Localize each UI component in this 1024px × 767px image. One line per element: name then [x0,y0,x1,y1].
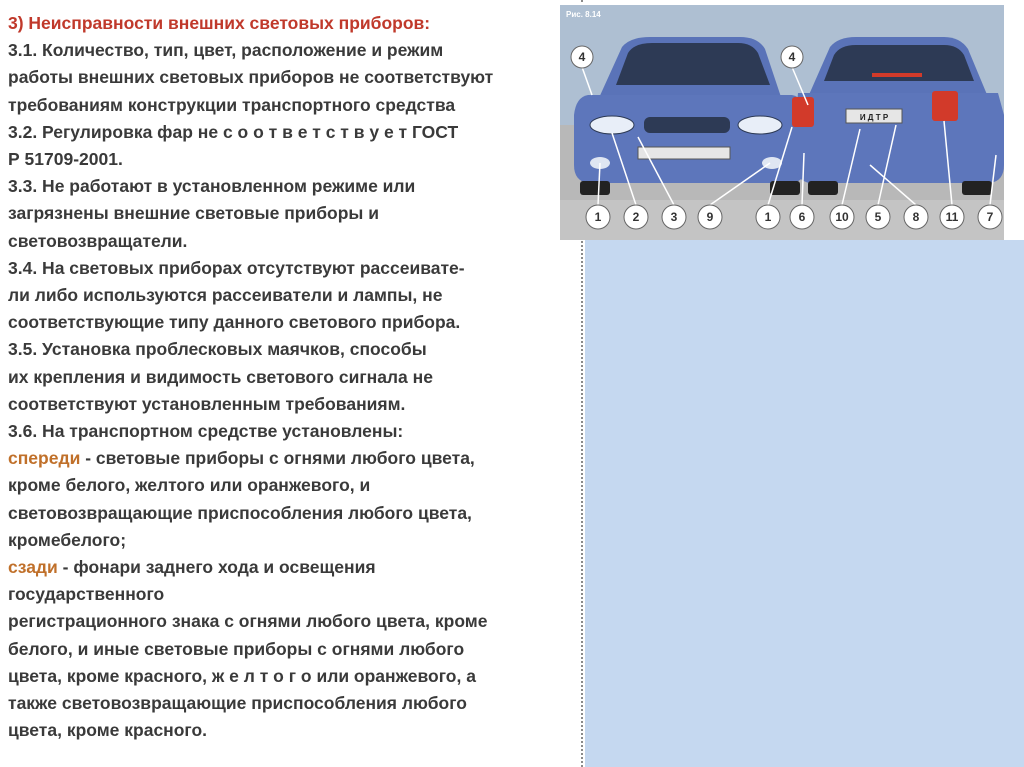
text-line: государственного [8,584,165,605]
rear-lamp-right [932,91,958,121]
front-car-body [574,95,806,183]
text-line: кромебелого; [8,529,127,550]
callout-5 [866,205,890,229]
text-line: 3.2. Регулировка фар не с о о т в е т с т в у е т ГОСТ [8,121,459,142]
text-line: 3.1. Количество, тип, цвет, расположение и режим [8,40,444,61]
callout-3 [662,205,686,229]
front-plate [638,147,730,159]
svg-text:1: 1 [764,210,772,224]
callout-7 [978,205,1002,229]
text-line: 3.5. Установка проблесковых маячков, способы [8,339,427,360]
blue-panel [585,240,1024,767]
svg-text:4: 4 [788,50,796,64]
front-headlight-left [590,116,634,134]
front-wheel-left [580,181,610,195]
text-line: ли либо используются рассеиватели и лампы, не [8,285,443,306]
callout-8 [904,205,928,229]
text-line: регистрационного знака с огнями любого цвета, кроме [8,611,488,632]
text-line: также световозвращающие приспособления любого [8,693,467,714]
callout-9 [698,205,722,229]
figure-caption: Рис. 8.14 [566,10,601,19]
svg-text:3: 3 [670,210,678,224]
rear-first-line [8,554,583,581]
svg-text:8: 8 [912,210,920,224]
rear-text: - фонари заднего хода и освещения [57,557,376,578]
rear-lamp-left [792,97,814,127]
svg-text:4: 4 [578,50,586,64]
car-illustration [560,5,1004,240]
svg-text:2: 2 [632,210,640,224]
car-lights-figure [560,5,1004,240]
front-headlight-right [738,116,782,134]
section-heading: 3) Неисправности внешних световых приборов: [8,13,431,33]
callout-6 [790,205,814,229]
rear-keyword: сзади [8,557,58,578]
text-column [8,10,583,744]
svg-text:10: 10 [835,210,849,224]
text-line: 3.3. Не работают в установленном режиме или [8,176,416,197]
text-line: Р 51709-2001. [8,149,123,170]
rear-wheel-right [962,181,992,195]
text-line: кроме белого, желтого или оранжевого, и [8,475,371,496]
front-grille [644,117,730,133]
text-line: белого, и иные световые приборы с огнями любого [8,638,465,659]
callout-11 [940,205,964,229]
rear-stop-lamp [872,73,922,77]
text-line: цвета, кроме красного, ж е л т о г о или оранжевого, а [8,665,476,686]
text-line: 3.4. На световых приборах отсутствуют рассеивате- [8,257,465,278]
callout-1 [756,205,780,229]
text-line: загрязнены внешние световые приборы и [8,203,379,224]
text-line: цвета, кроме красного. [8,720,208,741]
text-line: требованиям конструкции транспортного средства [8,94,456,115]
svg-text:11: 11 [945,210,959,224]
text-line: их крепления и видимость светового сигнала не [8,366,433,387]
svg-text:5: 5 [874,210,882,224]
svg-text:9: 9 [706,210,714,224]
callout-4-rear [781,46,803,68]
callout-1 [586,205,610,229]
text-line: 3.6. На транспортном средстве установлены: [8,421,404,442]
callout-4-front [571,46,593,68]
front-windshield [616,43,770,85]
callout-10 [830,205,854,229]
front-keyword: спереди [8,448,81,469]
text-line: световозвращатели. [8,230,188,251]
front-first-line [8,445,583,472]
callout-2 [624,205,648,229]
svg-text:7: 7 [986,210,994,224]
text-line: световозвращающие приспособления любого цвета, [8,502,472,523]
rear-wheel-left [808,181,838,195]
rear-car-body [796,93,1004,183]
svg-text:6: 6 [798,210,806,224]
rear-plate-text: И Д Т Р [859,113,889,122]
text-line: соответствуют установленным требованиям. [8,393,406,414]
svg-text:1: 1 [594,210,602,224]
front-text: - световые приборы с огнями любого цвета, [80,448,475,469]
text-line: соответствующие типу данного светового прибора. [8,312,461,333]
text-line: работы внешних световых приборов не соответствуют [8,67,494,88]
